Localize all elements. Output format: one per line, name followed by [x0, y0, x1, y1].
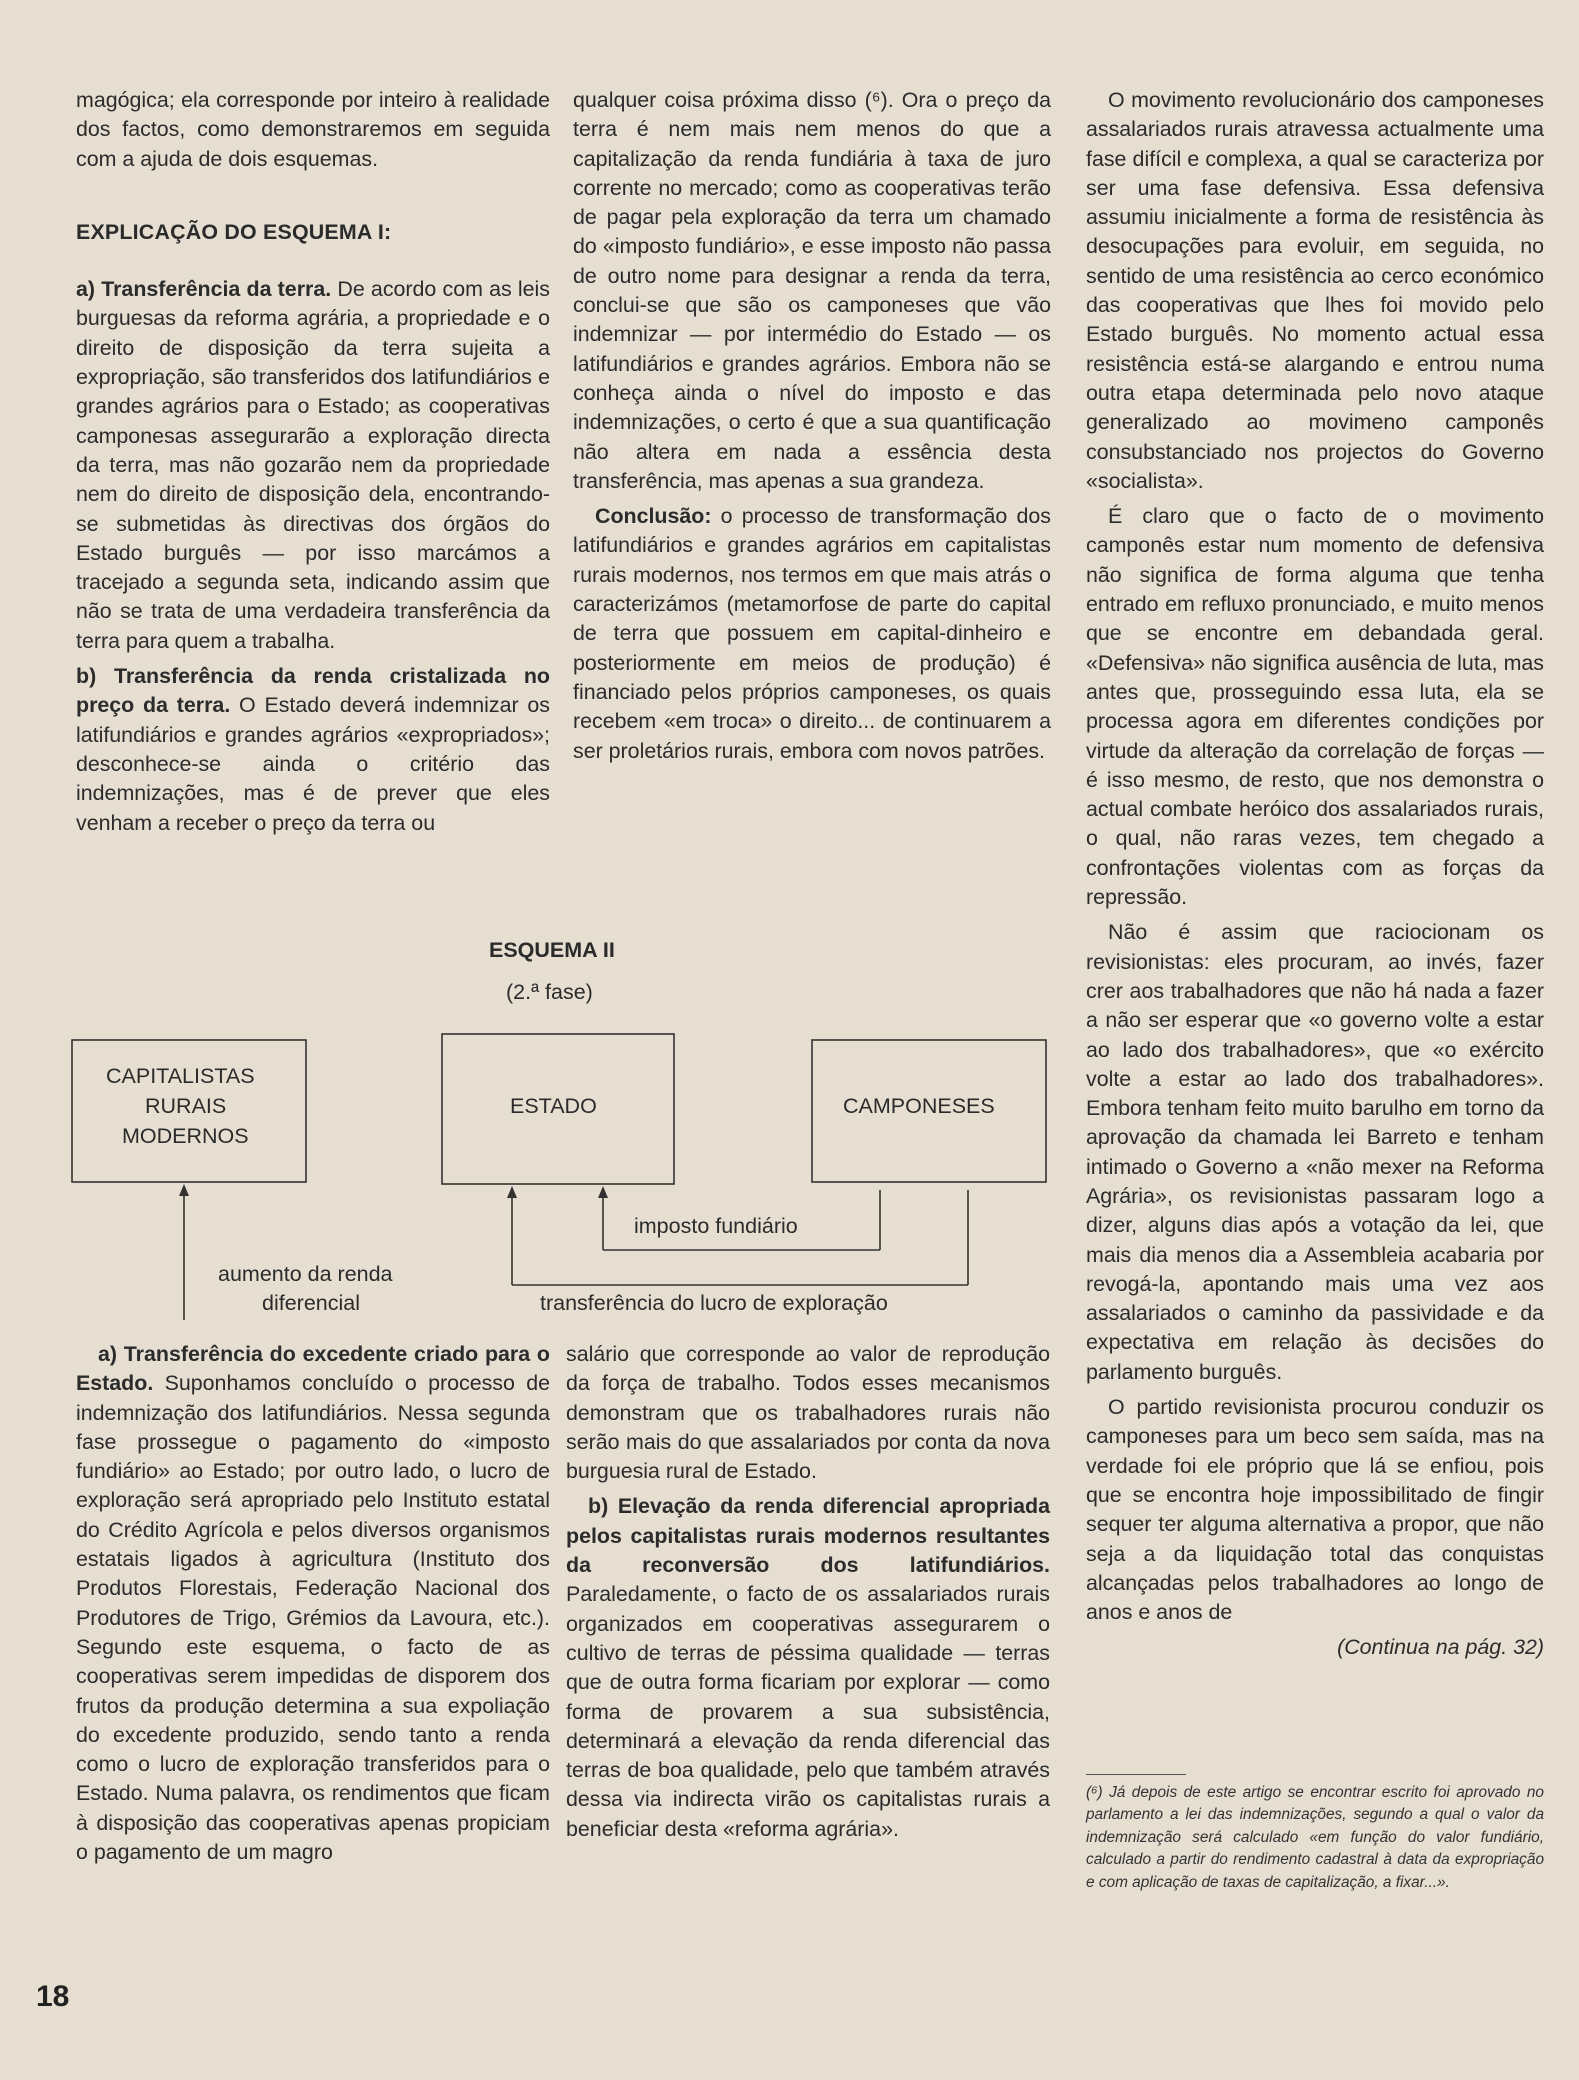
lead-transferencia-terra: a) Transferência da terra. — [76, 277, 332, 302]
continua-note: (Continua na pág. 32) — [1337, 1635, 1544, 1660]
label-transferencia-lucro: transferência do lucro de exploração — [540, 1291, 888, 1315]
paragraph-revisionistas: Não é assim que raciocionam os revisionistas: eles procuram, ao invés, fazer crer aos trabalhadores que não há nada a fazer a não ser esperar que «o governo volte a estar ao lado dos trabalhadores», que «o exército volte a estar ao lado dos trabalhadores». Embora tenham feito muito barulho em torno da aprovação da chamada lei Barreto e tenham intimado o Governo a «não mexer na Reforma Agrária», os revisionistas passaram logo a dizer, alguns dias após a votação da lei, que mais dia menos dia a Assembleia acabaria por revogá-la, apontando mais uma vez aos assalariados o caminho da passividade e da expectativa em relação às decisões do parlamento burguês. — [1086, 920, 1544, 1384]
paragraph-transferencia-terra — [76, 275, 550, 656]
paragraph-conclusao — [573, 502, 1051, 766]
page-number: 18 — [36, 1980, 70, 2013]
heading-explicacao-esquema-1: EXPLICAÇÃO DO ESQUEMA I: — [76, 219, 392, 244]
diagram-subtitle: (2.ª fase) — [506, 980, 593, 1004]
paragraph-transferencia-excedente — [76, 1340, 550, 1867]
footnote-rule — [1086, 1774, 1186, 1775]
lead-transferencia-excedente: a) Transferência do excedente criado para o Estado. — [76, 1342, 550, 1396]
lead-transferencia-renda: b) Transferência da renda cristalizada no preço da terra. — [76, 664, 550, 718]
column-1-top — [76, 86, 550, 838]
text-transferencia-renda: O Estado deverá indemnizar os latifundiários e grandes agrários «expropriados»; desconhece-se ainda o critério das indemnizações, mas é de prever que eles venham a receber o preço da terra ou — [76, 693, 551, 835]
box-capitalistas-line3: MODERNOS — [122, 1124, 249, 1148]
paragraph-elevacao-renda — [566, 1492, 1050, 1844]
text-conclusao: o processo de transformação dos latifundiários e grandes agrários em capitalistas rurais modernos, nos termos em que mais atrás o caracterizámos (metamorfose de parte do capital de terra que possuem em capital-dinheiro e posteriormente em meios de produção) é financiado pelos próprios camponeses, os quais recebem «em troca» o direito... de continuarem a ser proletários rurais, embora com novos patrões. — [573, 504, 1051, 763]
box-capitalistas-line1: CAPITALISTAS — [106, 1064, 255, 1088]
column-1-bottom — [76, 1340, 550, 1867]
text-transferencia-excedente: Suponhamos concluído o processo de indemnização dos latifundiários. Nessa segunda fase prossegue o pagamento do «imposto fundiário» ao Estado; por outro lado, o lucro de exploração será apropriado pelo Instituto estatal do Crédito Agrícola e pelos diversos organismos estatais ligados à agricultura (Instituto dos Produtos Florestais, Federação Nacional dos Produtores de Trigo, Grémios da Lavoura, etc.). Segundo este esquema, o facto de as cooperativas serem impedidas de disporem dos frutos da produção determina a sua expoliação do excedente produzido, sendo tanto a renda como o lucro de exploração transferidos para o Estado. Numa palavra, os rendimentos que ficam à disposição das cooperativas apenas propiciam o pagamento de um magro — [76, 1371, 550, 1865]
box-estado-label: ESTADO — [510, 1094, 597, 1118]
diagram-title: ESQUEMA II — [489, 938, 615, 962]
arrowhead-estado-lucro — [507, 1186, 517, 1198]
label-imposto-fundiario: imposto fundiário — [634, 1214, 798, 1238]
label-aumento-line1: aumento da renda — [218, 1262, 393, 1286]
arrowhead-capitalistas — [179, 1184, 189, 1196]
paragraph-intro: magógica; ela corresponde por inteiro à realidade dos factos, como demonstraremos em seguida com a ajuda de dois esquemas. — [76, 88, 550, 171]
text-elevacao-renda: Paraledamente, o facto de os assalariados rurais organizados em cooperativas assegurarem o cultivo de terras de péssima qualidade — terras que de outra forma ficariam por explorar — como forma de provarem a sua subsistência, determinará a elevação da renda diferencial das terras de boa qualidade, pelo que também através dessa via indirecta virão os capitalistas rurais a beneficiar desta «reforma agrária». — [566, 1582, 1050, 1841]
column-3 — [1086, 86, 1544, 1663]
paragraph-partido-revisionista: O partido revisionista procurou conduzir os camponeses para um beco sem saída, mas na verdade foi ele próprio que lá se enfiou, pois que se encontra hoje impossibilitado de fingir sequer ter alguma alternativa a propor, que não seja a da liquidação total das conquistas alcançadas pelos trabalhadores ao longo de anos e anos de — [1086, 1395, 1544, 1625]
paragraph-salario: salário que corresponde ao valor de reprodução da força de trabalho. Todos esses mecanismos demonstram que os trabalhadores rurais não serão mais do que assalariados por conta da nova burguesia rural de Estado. — [566, 1342, 1050, 1484]
footnote: (⁶) Já depois de este artigo se encontrar escrito foi aprovado no parlamento a lei das indemnizações, segundo a qual o valor da indemnização será calculado «em função do valor fundiário, calculado a partir do rendimento cadastral à data da expropriação e com aplicação de taxas de capitalização, a fixar...». — [1086, 1784, 1544, 1891]
text-transferencia-terra: De acordo com as leis burguesas da reforma agrária, a propriedade e o direito de disposição da terra sujeita a expropriação, são transferidos dos latifundiários e grandes agrários para o Estado; as cooperativas camponesas assegurarão a exploração directa da terra, mas não gozarão nem da propriedade nem do direito de disposição dela, encontrando-se submetidas às directivas dos órgãos do Estado burguês — por isso marcámos a tracejado a segunda seta, indicando assim que não se trata de uma verdadeira transferência da terra para quem a trabalha. — [76, 277, 550, 653]
lead-elevacao-renda: b) Elevação da renda diferencial apropriada pelos capitalistas rurais modernos resultantes da reconversão dos latifundiários. — [566, 1494, 1050, 1578]
column-2-bottom — [566, 1340, 1050, 1844]
box-capitalistas-line2: RURAIS — [145, 1094, 227, 1118]
arrowhead-estado-imposto — [598, 1186, 608, 1198]
paragraph-transferencia-renda — [76, 662, 550, 838]
paragraph-movimento: O movimento revolucionário dos camponeses assalariados rurais atravessa actualmente uma fase difícil e complexa, a qual se caracteriza por ser uma fase defensiva. Essa defensiva assumiu inicialmente a forma de resistência às desocupações para evoluir, em seguida, no sentido de uma resistência ao cerco económico das cooperativas que lhes foi movido pelo Estado burguês. No momento actual essa resistência está-se alargando e entrou numa outra etapa determinada pelo novo ataque generalizado ao movimeno camponês consubstanciado nos projectos do Governo «socialista». — [1086, 88, 1544, 493]
box-camponeses-label: CAMPONESES — [843, 1094, 995, 1118]
paragraph-defensiva: É claro que o facto de o movimento camponês estar num momento de defensiva não significa de forma alguma que tenha entrado em refluxo pronunciado, e muito menos que se encontre em debandada geral. «Defensiva» não significa ausência de luta, mas antes que, prosseguindo essa luta, ela se processa agora em diferentes condições por virtude da alteração da correlação de forças — é isso mesmo, de resto, que nos demonstra o actual combate heróico dos assalariados rurais, o qual, não raras vezes, tem chegado a confrontações violentas com as forças da repressão. — [1086, 504, 1544, 910]
paragraph-preco-terra: qualquer coisa próxima disso (⁶). Ora o preço da terra é nem mais nem menos do que a capitalização da renda fundiária à taxa de juro corrente no mercado; como as cooperativas terão de pagar pela exploração da terra um chamado do «imposto fundiário», e esse imposto não passa de outro nome para designar a renda da terra, conclui-se que são os camponeses que vão indemnizar — por intermédio do Estado — os latifundiários e grandes agrários. Embora não se conheça ainda o nível do imposto e das indemnizações, o certo é que a sua quantificação não altera em nada a essência desta transferência, mas apenas a sua grandeza. — [573, 88, 1051, 493]
label-aumento-line2: diferencial — [262, 1291, 360, 1315]
lead-conclusao: Conclusão: — [595, 504, 712, 529]
column-2-top — [573, 86, 1051, 766]
